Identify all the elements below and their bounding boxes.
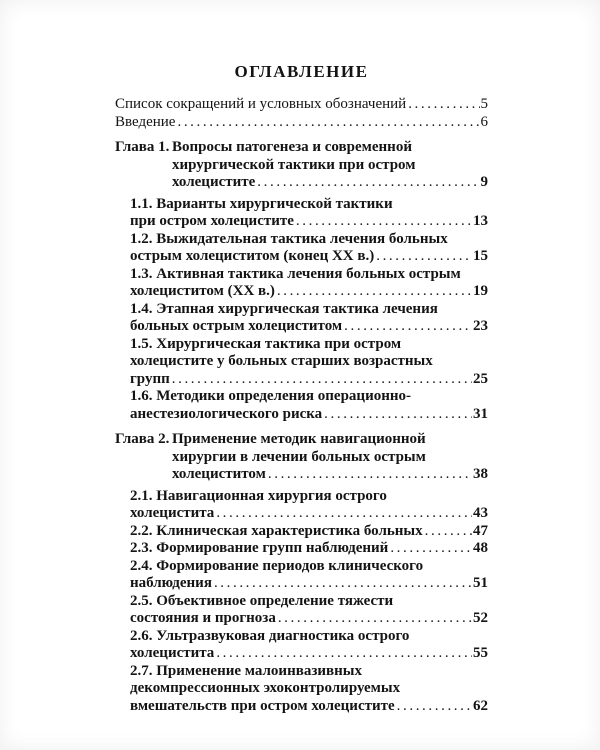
dot-leader: [344, 318, 472, 336]
toc-entry: [115, 558, 488, 593]
toc-entry-text: 1.2. Выжидательная тактика лечения больных: [130, 230, 448, 247]
toc-entry-text: состояния и прогноза: [130, 610, 276, 626]
toc-entry-text: анестезиологического риска: [130, 405, 323, 422]
toc-entry-text: 1.4. Этапная хирургическая тактика лечения: [130, 300, 438, 317]
toc-line: [115, 174, 488, 192]
toc-entry-text: 2.7. Применение малоинвазивных: [130, 662, 362, 679]
toc-line: [115, 301, 488, 319]
toc-entry: [115, 388, 488, 423]
page-number: 23: [473, 318, 488, 334]
page-number: 51: [473, 575, 488, 591]
toc-line: [115, 248, 488, 266]
toc-line: [115, 114, 488, 132]
toc-entry-text: 1.1. Варианты хирургической тактики: [130, 195, 393, 212]
toc-line: [115, 466, 488, 484]
toc-entry: [115, 628, 488, 663]
toc-entry-text: Введение: [115, 113, 176, 130]
page-number: 62: [473, 697, 488, 714]
toc-entry-text: холецистите у больных старших возрастных: [130, 353, 433, 369]
toc-entry-text: холециститом: [172, 466, 266, 482]
toc-line: [115, 283, 488, 301]
toc-line: [115, 318, 488, 336]
page-number: 19: [473, 283, 488, 299]
toc-line: [115, 505, 488, 523]
page-number: 43: [473, 505, 488, 521]
toc-entry-text: 2.3. Формирование групп наблюдений: [130, 540, 389, 556]
toc-line: [115, 593, 488, 611]
toc-line: [115, 663, 488, 681]
toc-entry-text: Применение методик навигационной: [172, 431, 426, 447]
toc-line: [115, 371, 488, 389]
toc-entry-text: 2.2. Клиническая характеристика больных: [130, 522, 423, 539]
dot-leader: [425, 523, 472, 541]
toc-entry-text: хирургической тактики при остром: [172, 156, 416, 173]
toc-entry-text: 2.4. Формирование периодов клинического: [130, 557, 424, 574]
page-number: 52: [473, 610, 488, 626]
page-number: 13: [473, 213, 488, 229]
toc-line: [115, 388, 488, 406]
dot-leader: [296, 213, 472, 231]
toc-entry: [115, 523, 488, 541]
page-number: 48: [473, 540, 488, 556]
toc-entry: [115, 196, 488, 231]
toc-line: [115, 523, 488, 541]
toc-line: [115, 645, 488, 663]
toc-line: [115, 558, 488, 576]
toc-line: [115, 196, 488, 214]
toc-entry-text: холециститом (XX в.): [130, 283, 275, 299]
dot-leader: [277, 283, 472, 301]
dot-leader: [376, 248, 472, 266]
toc-entry: [115, 96, 488, 114]
toc-entry-text: холецистита: [130, 645, 215, 661]
dot-leader: [257, 174, 479, 192]
toc-entry: [115, 593, 488, 628]
toc: [115, 96, 488, 715]
toc-entry-text: Вопросы патогенеза и современной: [172, 139, 412, 155]
toc-entry: [115, 231, 488, 266]
toc-entry-text: хирургии в лечении больных острым: [172, 448, 426, 465]
toc-entry: [115, 301, 488, 336]
page-number: 47: [473, 522, 488, 539]
toc-line: [115, 431, 488, 449]
toc-entry: [115, 266, 488, 301]
dot-leader: [216, 645, 472, 663]
page-title: ОГЛАВЛЕНИЕ: [234, 62, 369, 81]
toc-line: [115, 157, 488, 175]
toc-entry-text: 2.6. Ультразвуковая диагностика острого: [130, 627, 410, 644]
dot-leader: [324, 406, 472, 424]
toc-entry-text: 1.3. Активная тактика лечения больных острым: [130, 265, 461, 282]
toc-line: [115, 96, 488, 114]
dot-leader: [172, 371, 472, 389]
toc-entry-text: 1.5. Хирургическая тактика при остром: [130, 335, 402, 352]
toc-entry-text: декомпрессионных эхоконтролируемых: [130, 680, 401, 696]
toc-entry: [115, 114, 488, 132]
toc-line: [115, 610, 488, 628]
toc-line: [115, 540, 488, 558]
chapter-label: Глава 1.: [115, 139, 170, 155]
toc-line: [115, 266, 488, 284]
toc-entry-text: 2.5. Объективное определение тяжести: [130, 592, 394, 609]
dot-leader: [268, 466, 472, 484]
toc-line: [115, 680, 488, 698]
page-number: 9: [480, 174, 488, 190]
dot-leader: [278, 610, 472, 628]
page-number: 38: [473, 466, 488, 482]
dot-leader: [408, 96, 479, 114]
toc-entry: [115, 540, 488, 558]
toc-line: [115, 449, 488, 467]
toc-line: [115, 336, 488, 354]
page-number: 55: [473, 645, 488, 661]
dot-leader: [214, 575, 472, 593]
toc-entry-text: холецистите: [172, 174, 256, 190]
toc-line: [115, 628, 488, 646]
toc-entry-text: вмешательств при остром холецистите: [130, 697, 395, 714]
toc-entry: [115, 488, 488, 523]
toc-line: [115, 406, 488, 424]
toc-line: [115, 488, 488, 506]
page-number: 31: [473, 405, 488, 422]
toc-line: [115, 213, 488, 231]
toc-entry: [115, 336, 488, 389]
toc-line: [115, 698, 488, 716]
toc-line: [115, 353, 488, 371]
toc-entry: [115, 431, 488, 484]
toc-line: [115, 575, 488, 593]
dot-leader: [177, 114, 479, 132]
toc-line: [115, 231, 488, 249]
dot-leader: [390, 540, 472, 558]
dot-leader: [397, 698, 472, 716]
chapter-label: Глава 2.: [115, 431, 170, 447]
toc-entry: [115, 139, 488, 192]
toc-line: [115, 139, 488, 157]
toc-entry-text: 1.6. Методики определения операционно-: [130, 388, 411, 404]
toc-entry-text: Список сокращений и условных обозначений: [115, 96, 407, 112]
page-number: 6: [480, 113, 488, 130]
toc-entry-text: холецистита: [130, 505, 215, 521]
page-number: 5: [480, 96, 488, 112]
toc-entry-text: больных острым холециститом: [130, 318, 343, 334]
page-number: 15: [473, 248, 488, 264]
toc-entry-text: острым холециститом (конец XX в.): [130, 248, 375, 264]
toc-entry-text: наблюдения: [130, 575, 212, 591]
page-number: 25: [473, 370, 488, 387]
toc-entry-text: при остром холецистите: [130, 213, 294, 229]
toc-entry: [115, 663, 488, 716]
toc-entry-text: 2.1. Навигационная хирургия острого: [130, 487, 387, 504]
dot-leader: [216, 505, 472, 523]
toc-entry-text: групп: [130, 370, 170, 387]
